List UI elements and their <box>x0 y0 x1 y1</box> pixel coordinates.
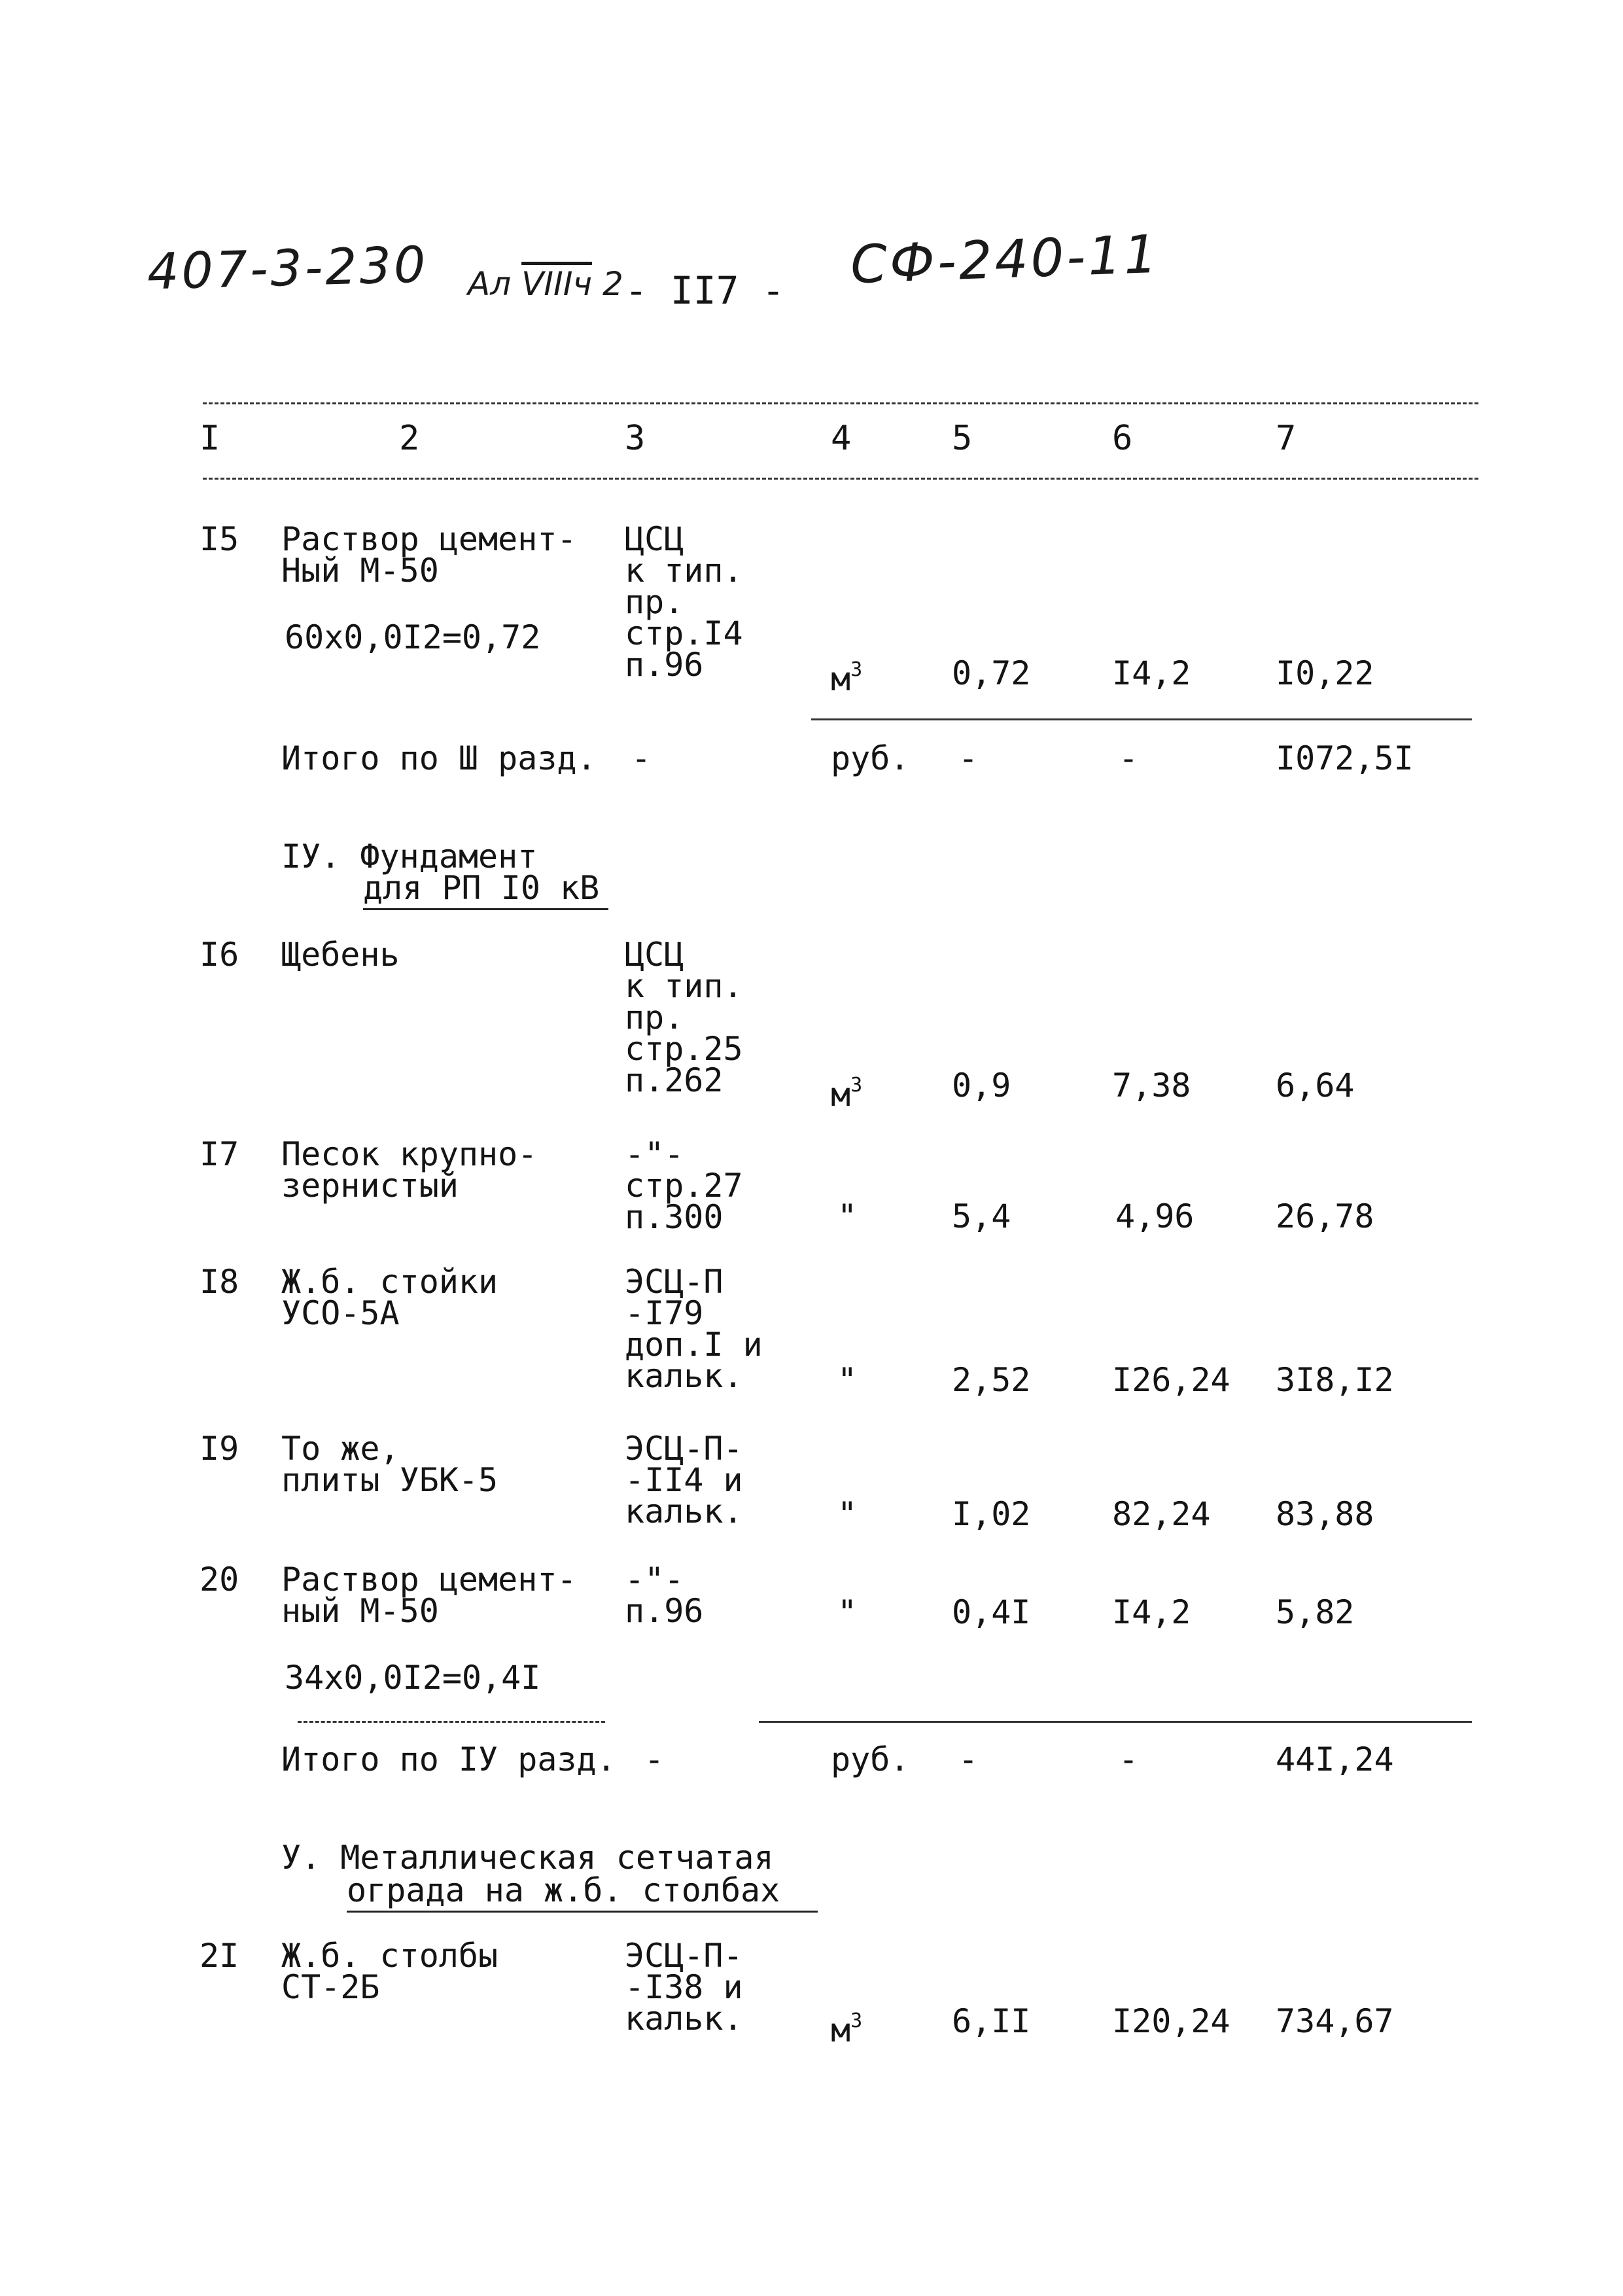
price-source: ЭСЦ-П- -I38 и кальк. <box>625 1937 743 2038</box>
section-underline <box>363 908 608 910</box>
subtotal-rule <box>298 1721 605 1723</box>
unit: руб. <box>831 739 910 777</box>
unit-price: - <box>1119 1740 1139 1778</box>
page-number: - II7 - <box>625 268 785 313</box>
item-name: Раствор цемент- ный М-50 <box>281 1561 577 1630</box>
quantity: - <box>958 1740 979 1778</box>
total-cost: 734,67 <box>1276 2002 1394 2040</box>
section-subtitle: ограда на ж.б. столбах <box>347 1871 780 1909</box>
album-label: Ал <box>468 265 512 303</box>
price-source: - <box>631 739 652 777</box>
album-number: VIIIч <box>521 265 593 303</box>
price-source: - <box>644 1740 665 1778</box>
row-number: 2I <box>200 1937 239 1975</box>
quantity: - <box>958 739 979 777</box>
unit: " <box>837 1495 858 1533</box>
row-number: I7 <box>200 1135 239 1173</box>
subtotal-label: Итого по IУ разд. <box>281 1740 616 1778</box>
section-title: У. Металлическая сетчатая <box>281 1839 774 1877</box>
total-cost: I0,22 <box>1276 654 1374 692</box>
item-name: Ж.б. стойки УСО-5А <box>281 1263 498 1332</box>
price-source: ЭСЦ-П- -II4 и кальк. <box>625 1430 743 1530</box>
price-source: -"- п.96 <box>625 1561 704 1630</box>
item-name: Щебень <box>281 936 400 974</box>
item-calc: 60х0,0I2=0,72 <box>285 618 541 656</box>
section-title: IУ. Фундамент <box>281 838 538 875</box>
price-source: ЭСЦ-П -I79 доп.I и кальк. <box>625 1263 763 1395</box>
quantity: 5,4 <box>952 1197 1011 1235</box>
unit-price: - <box>1119 739 1139 777</box>
item-name: Раствор цемент- Ный М-50 <box>281 520 577 590</box>
row-number: 20 <box>200 1561 239 1598</box>
album-ref <box>468 265 623 303</box>
subtotal-label: Итого по Ш разд. <box>281 739 597 777</box>
section-underline <box>347 1911 818 1913</box>
unit-price: I20,24 <box>1112 2002 1230 2040</box>
section-subtitle: для РП I0 кВ <box>363 869 600 907</box>
header-top-rule <box>203 402 1478 404</box>
col-header-6: 6 <box>1112 419 1133 458</box>
unit-price: 82,24 <box>1112 1495 1211 1533</box>
row-number: I8 <box>200 1263 239 1301</box>
album-part: 2 <box>602 265 623 303</box>
row-number: I9 <box>200 1430 239 1468</box>
quantity: 0,4I <box>952 1593 1031 1631</box>
item-name: То же, плиты УБК-5 <box>281 1430 498 1499</box>
col-header-4: 4 <box>831 419 852 458</box>
col-header-3: З <box>625 419 646 458</box>
price-source: ЦСЦ к тип. пр. стр.25 п.262 <box>625 936 743 1099</box>
item-name: Ж.б. столбы СТ-2Б <box>281 1937 498 2006</box>
unit-price: 7,38 <box>1112 1067 1191 1104</box>
row-number: I6 <box>200 936 239 974</box>
col-header-5: 5 <box>952 419 973 458</box>
unit: $м^3$ <box>831 2009 863 2049</box>
item-name: Песок крупно- зернистый <box>281 1135 538 1205</box>
unit: " <box>837 1593 858 1631</box>
total-cost: 3I8,I2 <box>1276 1361 1394 1399</box>
unit: " <box>837 1361 858 1399</box>
total-cost: I072,5I <box>1276 739 1414 777</box>
unit: $м^3$ <box>831 658 863 698</box>
project-code: 407-3-230 <box>146 235 429 301</box>
col-header-2: 2 <box>399 419 420 458</box>
total-cost: 83,88 <box>1276 1495 1374 1533</box>
total-cost: 6,64 <box>1276 1067 1355 1104</box>
unit-price: 4,96 <box>1115 1197 1195 1235</box>
subtotal-rule <box>811 718 1472 720</box>
quantity: 0,9 <box>952 1067 1011 1104</box>
unit: " <box>837 1197 858 1235</box>
price-source: ЦСЦ к тип. пр. стр.I4 п.96 <box>625 520 743 684</box>
total-cost: 26,78 <box>1276 1197 1374 1235</box>
item-calc: 34х0,0I2=0,4I <box>285 1659 541 1697</box>
col-header-1: I <box>200 419 220 458</box>
sheet-code: СФ-240-11 <box>849 223 1161 296</box>
quantity: I,02 <box>952 1495 1031 1533</box>
header-bottom-rule <box>203 478 1478 480</box>
subtotal-rule <box>759 1721 1472 1723</box>
quantity: 2,52 <box>952 1361 1031 1399</box>
unit-price: I4,2 <box>1112 654 1191 692</box>
total-cost: 44I,24 <box>1276 1740 1394 1778</box>
total-cost: 5,82 <box>1276 1593 1355 1631</box>
price-source: -"- стр.27 п.З00 <box>625 1135 743 1236</box>
unit-price: I4,2 <box>1112 1593 1191 1631</box>
quantity: 0,72 <box>952 654 1031 692</box>
unit-price: I26,24 <box>1112 1361 1230 1399</box>
unit: $м^3$ <box>831 1074 863 1114</box>
unit: руб. <box>831 1740 910 1778</box>
quantity: 6,II <box>952 2002 1031 2040</box>
row-number: I5 <box>200 520 239 558</box>
col-header-7: 7 <box>1276 419 1297 458</box>
